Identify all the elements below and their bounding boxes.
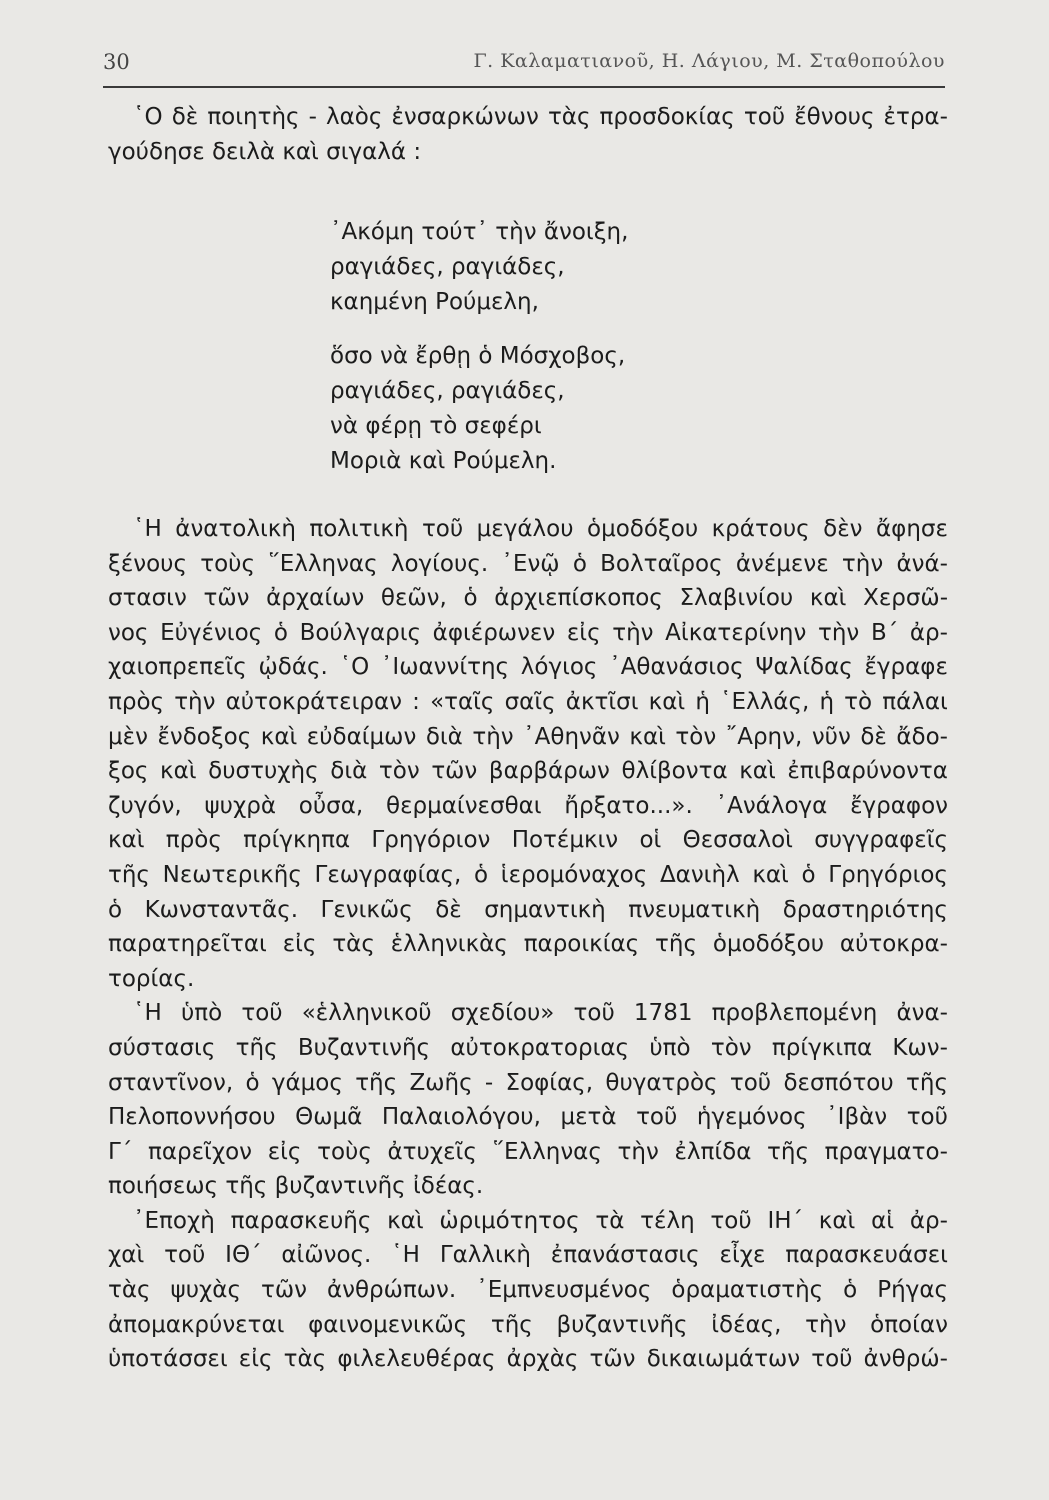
text-line: χαιοπρεπεῖς ᾠδάς. ῾Ο ᾿Ιωαννίτης λόγιος ᾿Αθανάσιος Ψαλίδας ἔγραφε bbox=[108, 654, 948, 681]
text-line: ὑποτάσσει εἰς τὰς φιλελευθέρας ἀρχὰς τῶν δικαιωμάτων τοῦ ἀνθρώ- bbox=[108, 1346, 948, 1373]
text-line: σύστασις τῆς Βυζαντινῆς αὐτοκρατοριας ὑπὸ τὸν πρίγκιπα Κων- bbox=[108, 1034, 948, 1061]
verse-line: καημένη Ρούμελη, bbox=[330, 288, 539, 315]
text-line: ξος καὶ δυστυχὴς διὰ τὸν τῶν βαρβάρων θλίβοντα καὶ ἐπιβαρύνοντα bbox=[108, 758, 948, 785]
text-line: καὶ πρὸς πρίγκηπα Γρηγόριον Ποτέμκιν οἱ Θεσσαλοὶ συγγραφεῖς bbox=[108, 827, 948, 854]
text-line: τορίας. bbox=[108, 965, 195, 992]
header-rule bbox=[103, 86, 945, 88]
text-line: ποιήσεως τῆς βυζαντινῆς ἰδέας. bbox=[108, 1173, 484, 1200]
folk-song-verse bbox=[330, 215, 830, 479]
text-line: παρατηρεῖται εἰς τὰς ἑλληνικὰς παροικίας τῆς ὁμοδόξου αὐτοκρα- bbox=[108, 931, 948, 958]
verse-line: Μοριὰ καὶ Ρούμελη. bbox=[330, 447, 557, 474]
verse-line: ραγιάδες, ραγιάδες, bbox=[330, 253, 565, 280]
body-text bbox=[108, 512, 948, 1377]
verse-line: ὅσο νὰ ἔρθῃ ὁ Μόσχοβος, bbox=[330, 343, 626, 370]
text-line: τὰς ψυχὰς τῶν ἀνθρώπων. ᾿Εμπνευσμένος ὁραματιστὴς ὁ Ρήγας bbox=[108, 1277, 948, 1304]
text-line: πρὸς τὴν αὐτοκράτειραν : «ταῖς σαῖς ἀκτῖσι καὶ ἡ ῾Ελλάς, ἡ τὸ πάλαι bbox=[108, 688, 948, 715]
text-line: Γ΄ παρεῖχον εἰς τοὺς ἀτυχεῖς ῞Ελληνας τὴν ἐλπίδα τῆς πραγματο- bbox=[108, 1138, 948, 1165]
text-line: γούδησε δειλὰ καὶ σιγαλά : bbox=[108, 138, 422, 165]
text-line: ξένους τοὺς ῞Ελληνας λογίους. ᾿Ενῷ ὁ Βολταῖρος ἀνέμενε τὴν ἀνά- bbox=[108, 550, 948, 577]
verse-line: ραγιάδες, ραγιάδες, bbox=[330, 378, 565, 405]
text-line: νος Εὐγένιος ὁ Βούλγαρις ἀφιέρωνεν εἰς τὴν Αἰκατερίνην τὴν Β΄ ἀρ- bbox=[108, 619, 948, 646]
text-line: στασιν τῶν ἀρχαίων θεῶν, ὁ ἀρχιεπίσκοπος Σλαβινίου καὶ Χερσῶ- bbox=[108, 585, 948, 612]
intro-paragraph bbox=[108, 100, 948, 169]
text-line: σταντῖνον, ὁ γάμος τῆς Ζωῆς - Σοφίας, θυγατρὸς τοῦ δεσπότου τῆς bbox=[108, 1069, 948, 1096]
text-line: χαὶ τοῦ ΙΘ΄ αἰῶνος. ῾Η Γαλλικὴ ἐπανάστασις εἶχε παρασκευάσει bbox=[108, 1242, 948, 1269]
text-line: ᾿Εποχὴ παρασκευῆς καὶ ὡριμότητος τὰ τέλη τοῦ ΙΗ΄ καὶ αἱ ἀρ- bbox=[133, 1207, 948, 1234]
page-number: 30 bbox=[103, 50, 130, 74]
running-head: Γ. Καλαματιανοῦ, Η. Λάγιου, Μ. Σταθοπούλου bbox=[473, 50, 945, 72]
text-line: ῾Ο δὲ ποιητὴς - λαὸς ἐνσαρκώνων τὰς προσδοκίας τοῦ ἔθνους ἐτρα- bbox=[133, 104, 948, 130]
text-line: ἀπομακρύνεται φαινομενικῶς τῆς βυζαντινῆς ἰδέας, τὴν ὁποίαν bbox=[108, 1311, 948, 1338]
text-line: ὁ Κωνσταντᾶς. Γενικῶς δὲ σημαντικὴ πνευματικὴ δραστηριότης bbox=[108, 896, 948, 923]
text-line: τῆς Νεωτερικῆς Γεωγραφίας, ὁ ἱερομόναχος Δανιὴλ καὶ ὁ Γρηγόριος bbox=[108, 861, 948, 888]
text-line: ῾Η ὑπὸ τοῦ «ἑλληνικοῦ σχεδίου» τοῦ 1781 προβλεπομένη ἀνα- bbox=[133, 1000, 948, 1027]
text-line: ζυγόν, ψυχρὰ οὖσα, θερμαίνεσθαι ἤρξατο...». ᾿Ανάλογα ἔγραφον bbox=[108, 792, 948, 819]
text-line: Πελοποννήσου Θωμᾶ Παλαιολόγου, μετὰ τοῦ ἡγεμόνος ᾿Ιβὰν τοῦ bbox=[108, 1104, 948, 1131]
verse-line: νὰ φέρῃ τὸ σεφέρι bbox=[330, 412, 542, 439]
page-header bbox=[103, 46, 945, 80]
text-line: μὲν ἔνδοξος καὶ εὐδαίμων διὰ τὴν ᾿Αθηνᾶν καὶ τὸν ῎Αρην, νῦν δὲ ἄδο- bbox=[108, 723, 948, 750]
text-line: ῾Η ἀνατολικὴ πολιτικὴ τοῦ μεγάλου ὁμοδόξου κράτους δὲν ἄφησε bbox=[133, 516, 948, 542]
stanza-gap bbox=[330, 319, 830, 339]
verse-line: ᾿Ακόμη τούτ᾿ τὴν ἄνοιξη, bbox=[330, 219, 629, 245]
